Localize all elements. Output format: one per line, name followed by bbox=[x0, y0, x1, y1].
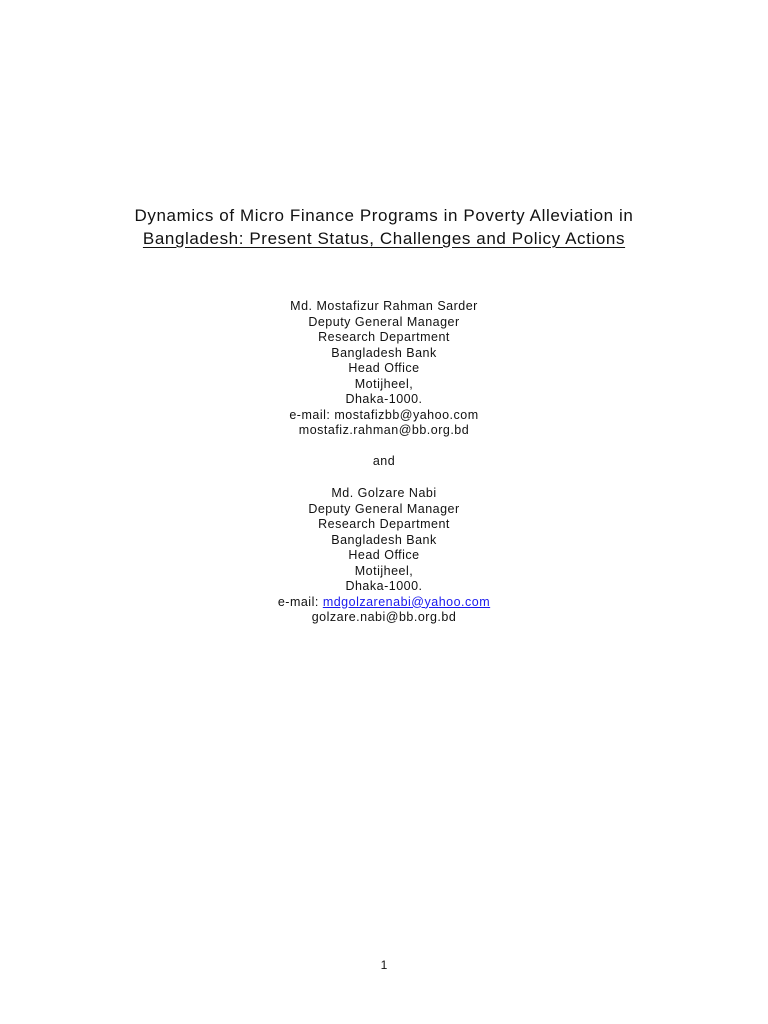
author-conjunction: and bbox=[372, 454, 396, 468]
author-2-department: Research Department bbox=[318, 517, 450, 531]
author-2-organization: Bangladesh Bank bbox=[331, 532, 437, 547]
author-2-city: Dhaka-1000. bbox=[345, 579, 423, 593]
author-2-name: Md. Golzare Nabi bbox=[331, 486, 437, 500]
author-2-office: Head Office bbox=[348, 548, 420, 562]
author-1-name: Md. Mostafizur Rahman Sarder bbox=[290, 299, 478, 313]
author-2-email-link[interactable]: mdgolzarenabi@yahoo.com bbox=[322, 594, 491, 609]
author-1-block bbox=[0, 299, 768, 439]
title-line-1: Dynamics of Micro Finance Programs in Poverty Alleviation in bbox=[134, 206, 634, 225]
author-2-area: Motijheel, bbox=[354, 563, 414, 578]
author-1-designation: Deputy General Manager bbox=[308, 314, 460, 329]
author-2-designation: Deputy General Manager bbox=[308, 501, 460, 516]
author-2-email-2: golzare.nabi@bb.org.bd bbox=[311, 610, 457, 624]
author-1-area: Motijheel, bbox=[354, 376, 414, 391]
page-number: 1 bbox=[380, 958, 388, 972]
title-line-2: Bangladesh: Present Status, Challenges and Policy Actions bbox=[142, 229, 626, 248]
author-2-email bbox=[0, 595, 768, 611]
author-1-email-2: mostafiz.rahman@bb.org.bd bbox=[298, 423, 470, 437]
author-1-organization: Bangladesh Bank bbox=[331, 345, 437, 360]
author-1-email: e-mail: mostafizbb@yahoo.com bbox=[289, 407, 479, 422]
author-1-city: Dhaka-1000. bbox=[345, 392, 423, 406]
author-2-block bbox=[0, 486, 768, 626]
author-2-email-prefix: e-mail: bbox=[277, 594, 323, 609]
paper-title bbox=[0, 204, 768, 250]
author-1-office: Head Office bbox=[348, 361, 420, 375]
author-1-department: Research Department bbox=[318, 330, 450, 344]
